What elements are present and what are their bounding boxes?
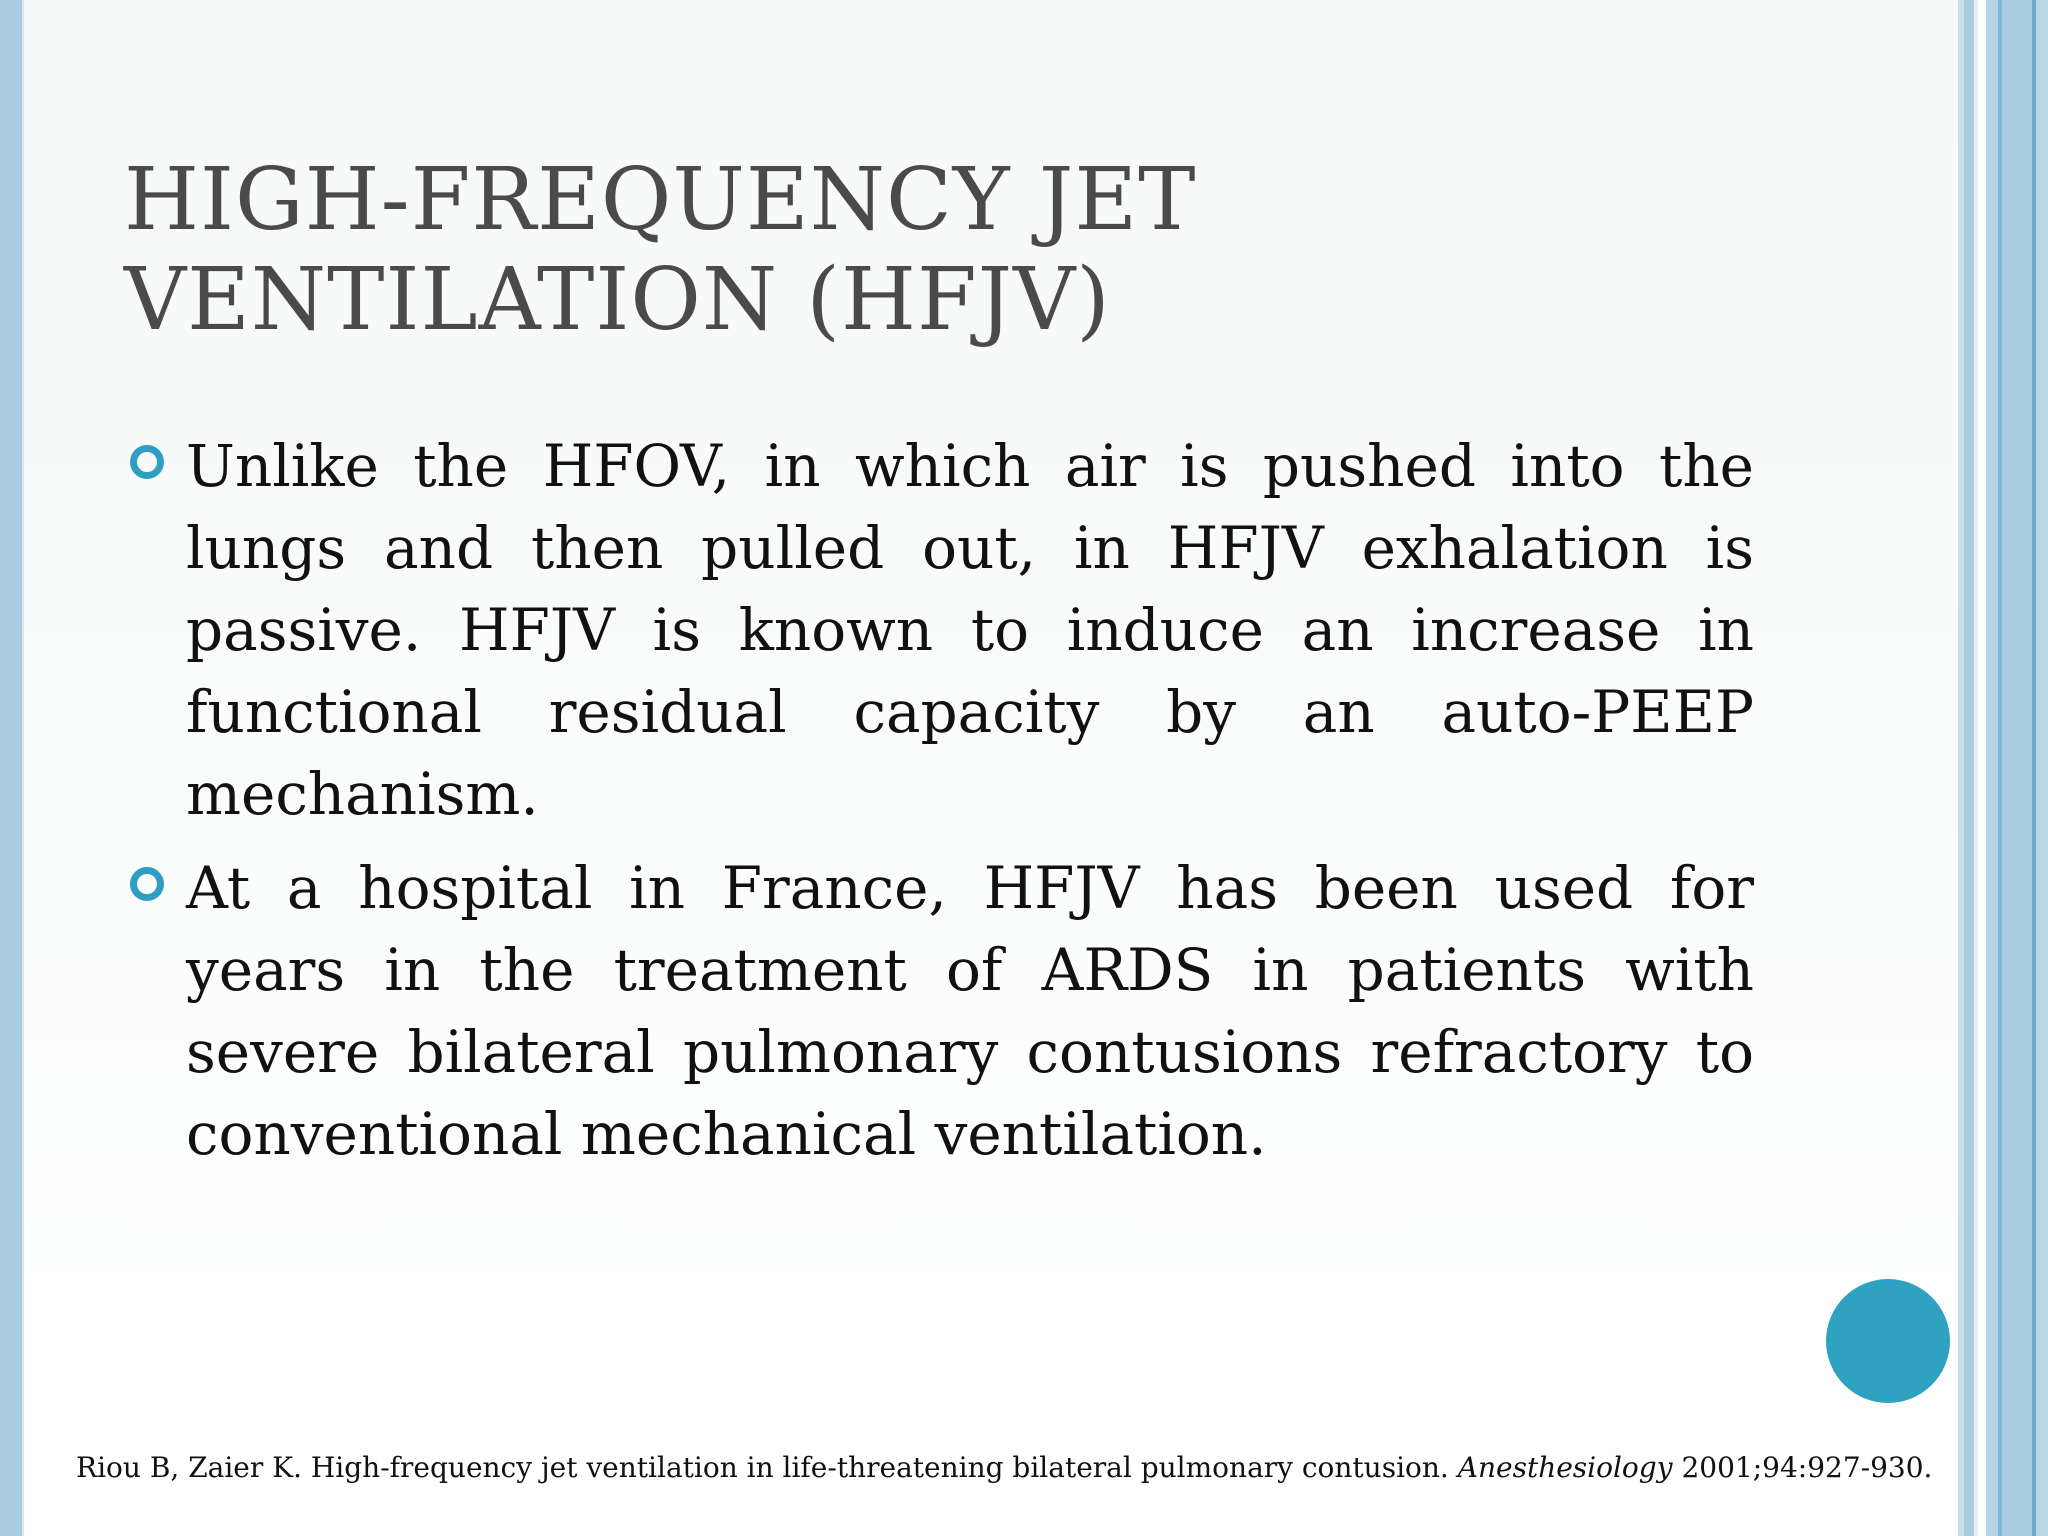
right-bar-5 [1986, 0, 1998, 1536]
citation-authors-title: Riou B, Zaier K. High-frequency jet ventilation in life-threatening bilateral pulmonary contusion. [76, 1451, 1449, 1484]
bullet-list [124, 425, 1754, 1187]
right-bar-7 [2002, 0, 2032, 1536]
citation-journal: Anesthesiology [1457, 1451, 1673, 1484]
slide-title-line-1: HIGH-FREQUENCY JET [124, 150, 1197, 250]
bullet-text: Unlike the HFOV, in which air is pushed into the lungs and then pulled out, in HFJV exhalation is passive. HFJV is known to induce an increase in functional residual capacity by an auto-PEEP mechanism. [186, 432, 1754, 828]
citation [76, 1448, 1976, 1488]
slide-title [124, 150, 1724, 350]
decorative-circle [1826, 1279, 1950, 1403]
right-bar-9 [2036, 0, 2048, 1536]
bullet-item [124, 847, 1754, 1175]
citation-details: 2001;94:927-930. [1681, 1451, 1933, 1484]
left-accent-highlight [22, 0, 24, 1536]
bullet-circle-icon [130, 445, 164, 479]
right-bar-4 [1978, 0, 1986, 1536]
bullet-text: At a hospital in France, HFJV has been used for years in the treatment of ARDS in patients with severe bilateral pulmonary contusions refractory to conventional mechanical ventilation. [186, 854, 1754, 1168]
left-accent-bar [0, 0, 22, 1536]
slide-title-line-2: VENTILATION (HFJV) [124, 250, 1111, 350]
right-bar-2 [1964, 0, 1974, 1536]
bullet-item [124, 425, 1754, 835]
right-accent-bars [1958, 0, 2048, 1536]
bullet-circle-icon [130, 867, 164, 901]
